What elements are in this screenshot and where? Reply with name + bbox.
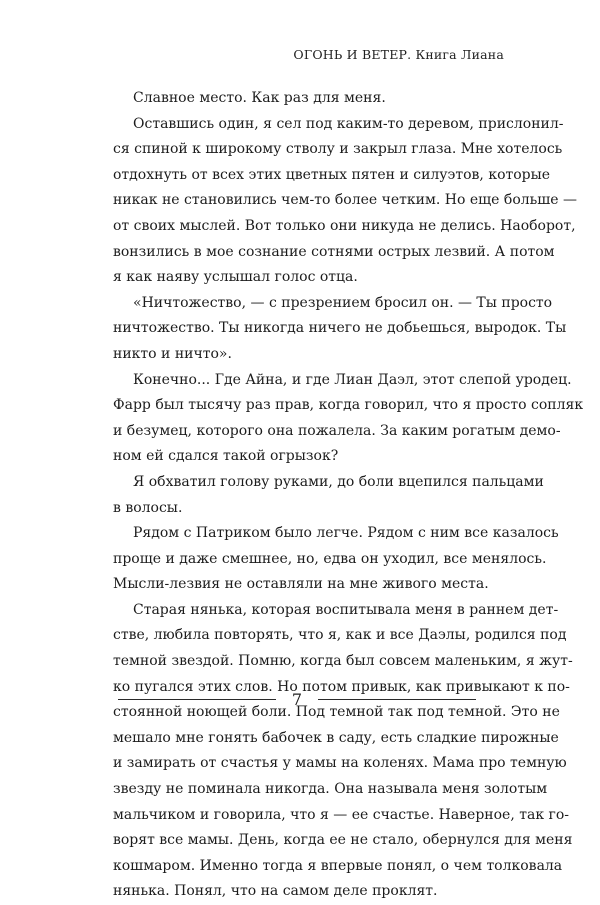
text-block xyxy=(113,86,584,905)
text-line: я как наяву услышал голос отца. xyxy=(113,269,358,286)
text-line: стоянной ноющей боли. Под темной так под темной. Это не xyxy=(113,704,560,721)
text-line: Мысли-лезвия не оставляли на мне живого места. xyxy=(113,576,489,593)
text-line: вонзились в мое сознание сотнями острых лезвий. А потом xyxy=(113,243,555,260)
text-line: звезду не поминала никогда. Она называла меня золотым xyxy=(113,781,548,798)
text-line: нянька. Понял, что на самом деле проклят. xyxy=(113,883,438,900)
paragraph xyxy=(113,521,559,598)
text-line: ворят все мамы. День, когда ее не стало, обернулся для меня xyxy=(113,832,573,849)
paragraph xyxy=(113,598,573,905)
text-line: мешало мне гонять бабочек в саду, есть сладкие пирожные xyxy=(113,729,559,746)
text-line: Старая нянька, которая воспитывала меня в раннем дет- xyxy=(133,601,559,618)
footer-rule-left xyxy=(118,699,276,700)
paragraph xyxy=(113,291,567,368)
text-line: и безумец, которого она пожалела. За каким рогатым демо- xyxy=(113,422,561,439)
text-line: отдохнуть от всех этих цветных пятен и силуэтов, которые xyxy=(113,166,551,183)
text-line: Рядом с Патриком было легче. Рядом с ним все казалось xyxy=(133,525,559,542)
text-line: и замирать от счастья у мамы на коленях. Мама про темную xyxy=(113,755,567,772)
paragraph xyxy=(113,470,544,521)
page-number: 7 xyxy=(291,690,303,709)
page-footer xyxy=(118,690,476,709)
text-line: никто и ничто». xyxy=(113,345,232,362)
text-line: кошмаром. Именно тогда я впервые понял, о чем толковала xyxy=(113,857,563,874)
text-line: Конечно... Где Айна, и где Лиан Даэл, этот слепой уродец. xyxy=(133,371,572,388)
text-line: стве, любила повторять, что я, как и все Даэлы, родился под xyxy=(113,627,567,644)
text-line: Я обхватил голову руками, до боли вцепился пальцами xyxy=(133,473,544,490)
footer-rule-right xyxy=(318,699,476,700)
text-line: ся спиной к широкому стволу и закрыл глаза. Мне хотелось xyxy=(113,141,563,158)
text-line: в волосы. xyxy=(113,499,183,516)
text-line: никак не становились чем-то более четким. Но еще больше — xyxy=(113,192,578,209)
text-line: ко пугался этих слов. Но потом привык, как привыкают к по- xyxy=(113,678,570,695)
text-line: проще и даже смешнее, но, едва он уходил, все менялось. xyxy=(113,550,547,567)
paragraph xyxy=(113,112,578,291)
text-line: мальчиком и говорила, что я — ее счастье. Наверное, так го- xyxy=(113,806,570,823)
text-line: Славное место. Как раз для меня. xyxy=(133,90,386,106)
paragraph xyxy=(113,368,584,470)
running-head: ОГОНЬ И ВЕТЕР. Книга Лиана xyxy=(293,47,504,62)
text-line: ном ей сдался такой огрызок? xyxy=(113,448,339,465)
text-line: темной звездой. Помню, когда был совсем маленьким, я жут- xyxy=(113,653,573,670)
text-line: от своих мыслей. Вот только они никуда не делись. Наоборот, xyxy=(113,217,576,234)
text-line: Фарр был тысячу раз прав, когда говорил, что я просто сопляк xyxy=(113,397,584,414)
paragraph xyxy=(113,86,485,112)
text-line: «Ничтожество, — с презрением бросил он. — Ты просто xyxy=(133,294,553,311)
text-line: Оставшись один, я сел под каким-то деревом, прислонил- xyxy=(133,115,564,132)
text-line: ничтожество. Ты никогда ничего не добьешься, выродок. Ты xyxy=(113,320,567,337)
